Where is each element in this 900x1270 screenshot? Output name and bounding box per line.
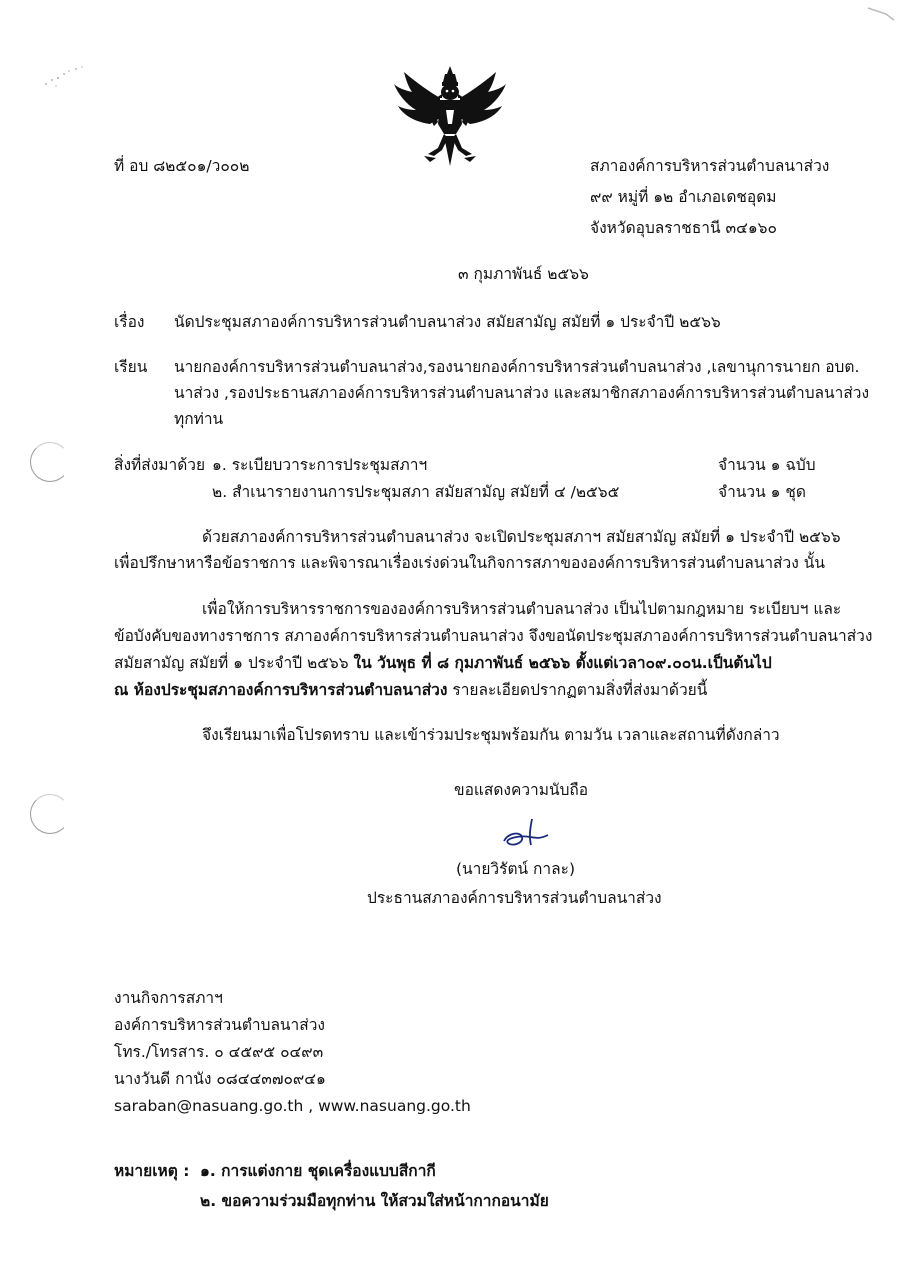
contact-person: นางวันดี กานัง ๐๘๔๔๓๗๐๙๔๑ bbox=[114, 1070, 326, 1088]
closing-salutation: ขอแสดงความนับถือ bbox=[454, 781, 589, 799]
note-label: หมายเหตุ : bbox=[114, 1162, 190, 1180]
body-paragraph-line: ข้อบังคับของทางราชการ สภาองค์การบริหารส่วนตำบลนาส่วง จึงขอนัดประชุมสภาองค์การบริหารส่วนตำบลนาส่วง bbox=[114, 627, 873, 645]
salutation-label: เรียน bbox=[114, 358, 148, 376]
signer-name: (นายวิรัตน์ กาละ) bbox=[456, 860, 576, 878]
hole-punch-mark bbox=[30, 442, 70, 482]
note-item: ๒. ขอความร่วมมือทุกท่าน ให้สวมใส่หน้ากากอนามัย bbox=[200, 1192, 549, 1210]
hole-punch-mark bbox=[30, 794, 70, 834]
contact-email-website: saraban@nasuang.go.th , www.nasuang.go.th bbox=[114, 1097, 471, 1115]
body-paragraph-line: จึงเรียนมาเพื่อโปรดทราบ และเข้าร่วมประชุมพร้อมกัน ตามวัน เวลาและสถานที่ดังกล่าว bbox=[202, 726, 780, 744]
enclosures-label: สิ่งที่ส่งมาด้วย bbox=[114, 456, 206, 474]
sender-address-line: จังหวัดอุบลราชธานี ๓๔๑๖๐ bbox=[590, 219, 777, 237]
body-paragraph-line: เพื่อให้การบริหารราชการขององค์การบริหารส่วนตำบลนาส่วง เป็นไปตามกฎหมาย ระเบียบฯ และ bbox=[202, 600, 842, 618]
body-text: รายละเอียดปรากฏตามสิ่งที่ส่งมาด้วยนี้ bbox=[447, 681, 708, 699]
body-paragraph-line: เพื่อปรึกษาหารือข้อราชการ และพิจารณาเรื่องเร่งด่วนในกิจการสภาขององค์การบริหารส่วนตำบลนาส่วง นั้น bbox=[114, 554, 825, 572]
scan-speck-mark bbox=[36, 62, 96, 92]
signer-title: ประธานสภาองค์การบริหารส่วนตำบลนาส่วง bbox=[367, 889, 662, 907]
reference-number: ที่ อบ ๘๒๕๐๑/ว๐๐๒ bbox=[114, 157, 250, 175]
body-paragraph-line bbox=[114, 652, 772, 674]
body-paragraph-line: ด้วยสภาองค์การบริหารส่วนตำบลนาส่วง จะเปิดประชุมสภาฯ สมัยสามัญ สมัยที่ ๑ ประจำปี ๒๕๖๖ bbox=[202, 528, 841, 546]
recipients-text: นายกองค์การบริหารส่วนตำบลนาส่วง,รองนายกองค์การบริหารส่วนตำบลนาส่วง ,เลขานุการนายก อบต. bbox=[174, 358, 860, 376]
recipients-text: ทุกท่าน bbox=[174, 410, 224, 428]
body-paragraph-line bbox=[114, 679, 707, 701]
note-item: ๑. การแต่งกาย ชุดเครื่องแบบสีกากี bbox=[200, 1162, 436, 1180]
sender-org-name: สภาองค์การบริหารส่วนตำบลนาส่วง bbox=[590, 157, 830, 175]
subject-label: เรื่อง bbox=[114, 313, 145, 331]
contact-phone-fax: โทร./โทรสาร. ๐ ๔๕๙๕ ๐๔๙๓ bbox=[114, 1043, 324, 1061]
contact-department: งานกิจการสภาฯ bbox=[114, 989, 223, 1007]
enclosure-quantity: จำนวน ๑ ฉบับ bbox=[718, 456, 816, 474]
sender-address-line: ๙๙ หมู่ที่ ๑๒ อำเภอเดชอุดม bbox=[590, 188, 777, 206]
contact-organization: องค์การบริหารส่วนตำบลนาส่วง bbox=[114, 1016, 325, 1034]
enclosure-item: ๒. สำเนารายงานการประชุมสภา สมัยสามัญ สมัยที่ ๔ /๒๕๖๕ bbox=[212, 483, 620, 501]
enclosure-item: ๑. ระเบียบวาระการประชุมสภาฯ bbox=[212, 456, 428, 474]
subject-text: นัดประชุมสภาองค์การบริหารส่วนตำบลนาส่วง สมัยสามัญ สมัยที่ ๑ ประจำปี ๒๕๖๖ bbox=[174, 313, 721, 331]
garuda-emblem-icon bbox=[390, 62, 510, 172]
letter-date: ๓ กุมภาพันธ์ ๒๕๖๖ bbox=[458, 265, 589, 283]
meeting-datetime-text: ใน วันพุธ ที่ ๘ กุมภาพันธ์ ๒๕๖๖ ตั้งแต่เวลา๐๙.๐๐น.เป็นต้นไป bbox=[353, 654, 772, 672]
enclosure-quantity: จำนวน ๑ ชุด bbox=[718, 483, 806, 501]
recipients-text: นาส่วง ,รองประธานสภาองค์การบริหารส่วนตำบลนาส่วง และสมาชิกสภาองค์การบริหารส่วนตำบลนาส่วง bbox=[174, 384, 870, 402]
handwritten-signature bbox=[498, 815, 558, 851]
body-text: สมัยสามัญ สมัยที่ ๑ ประจำปี ๒๕๖๖ bbox=[114, 654, 354, 672]
meeting-venue-text: ณ ห้องประชุมสภาองค์การบริหารส่วนตำบลนาส่วง bbox=[114, 681, 448, 699]
corner-scratch-mark bbox=[866, 4, 896, 24]
